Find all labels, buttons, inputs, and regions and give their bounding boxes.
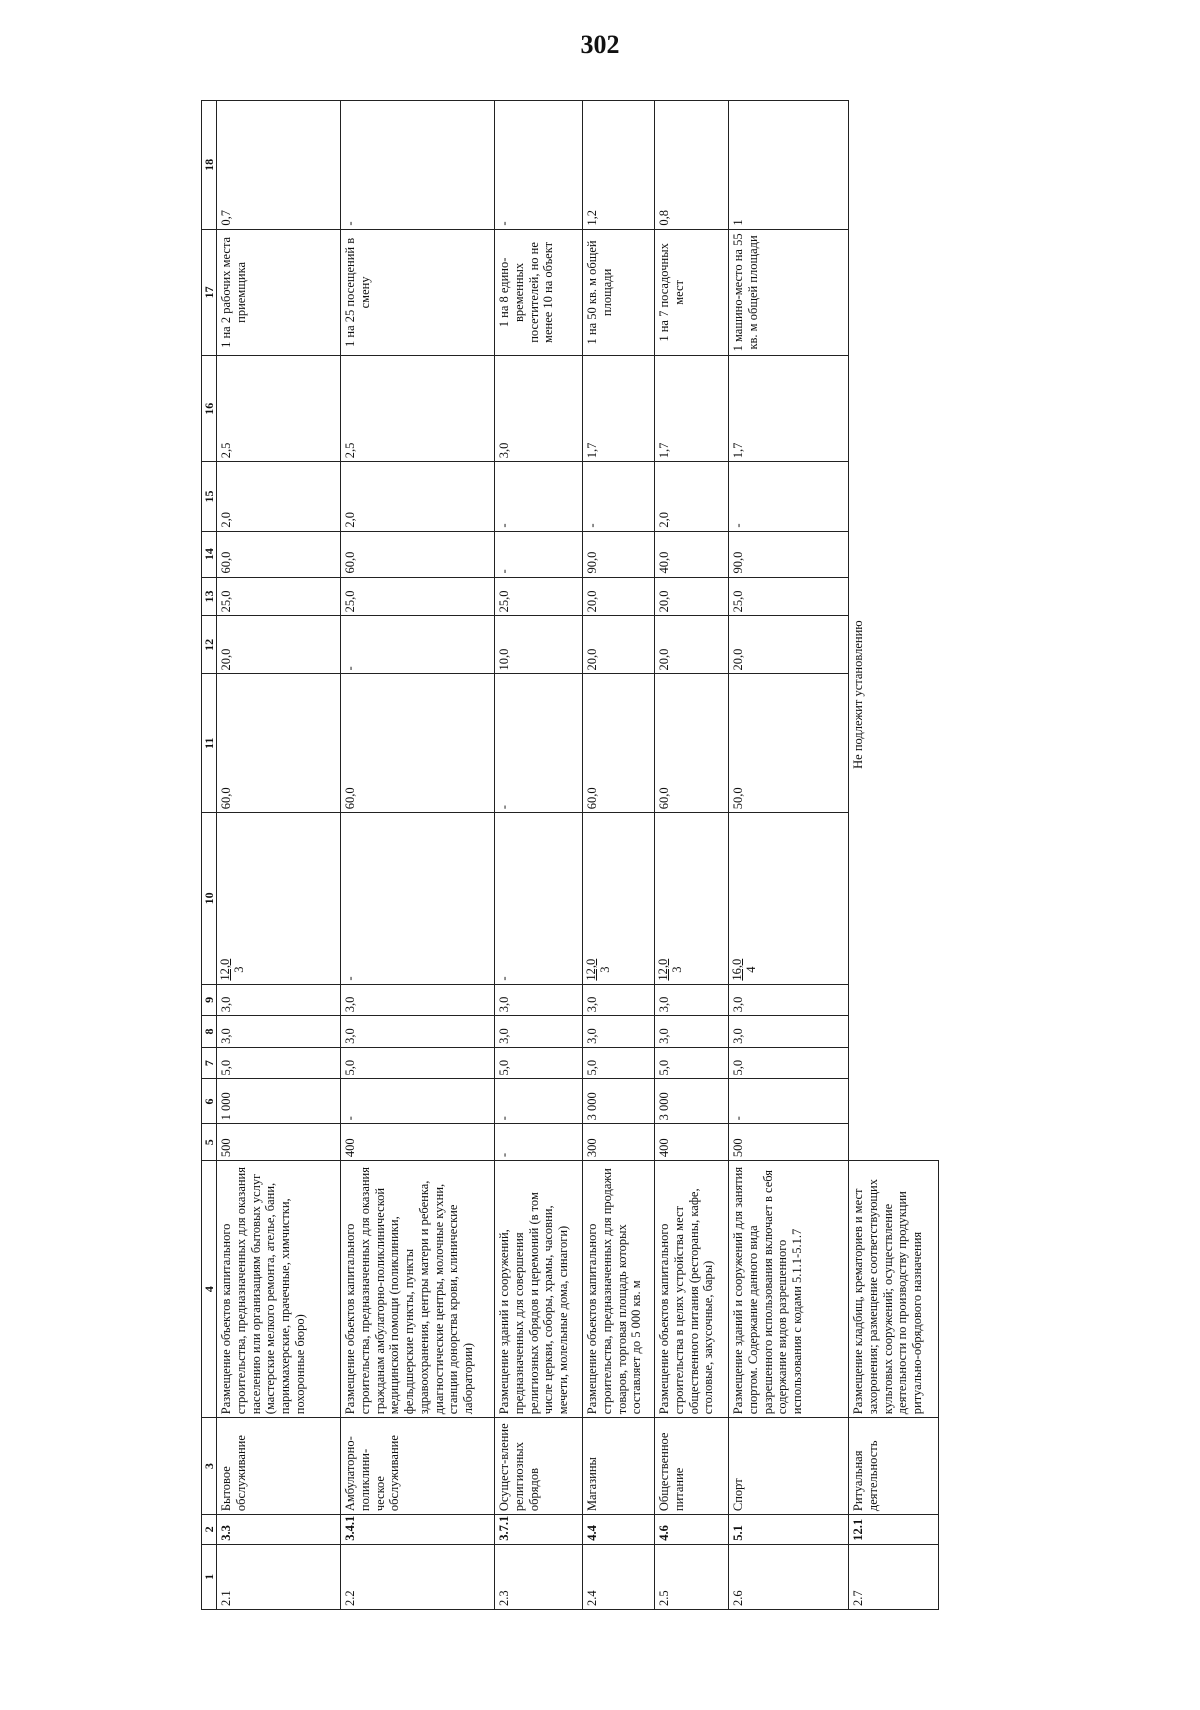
cell-col9: 3,0 [341,984,495,1016]
header-cell: 3 [202,1418,217,1515]
cell-col9: 3,0 [217,984,341,1016]
row-number: 2.1 [217,1544,341,1609]
row-use-name: Осущест-вление религиозных обрядов [495,1418,583,1515]
cell-col8: 3,0 [217,1016,341,1048]
cell-col17: 1 на 2 рабочих места приемщика [217,229,341,356]
row-number: 2.5 [655,1544,729,1609]
cell-col8: 3,0 [583,1016,655,1048]
row-code: 3.3 [217,1515,341,1545]
merged-cell: Не подлежит установлению [849,229,939,1160]
cell-col18: 0,8 [655,101,729,230]
cell-col18: - [495,101,583,230]
fraction-denominator: 3 [597,966,612,973]
header-cell: 17 [202,229,217,356]
header-cell: 8 [202,1016,217,1048]
cell-col11: 60,0 [655,674,729,813]
cell-col14: 40,0 [655,531,729,577]
cell-col12: 10,0 [495,616,583,674]
cell-col12: 20,0 [217,616,341,674]
row-number: 2.2 [341,1544,495,1609]
cell-col5: 400 [341,1124,495,1161]
cell-col6: - [495,1079,583,1124]
cell-col5: 400 [655,1124,729,1161]
cell-col10 [217,813,341,984]
cell-col13: 20,0 [583,577,655,616]
cell-col10 [583,813,655,984]
row-use-name: Бытовое обслуживание [217,1418,341,1515]
fraction-denominator: 3 [231,966,246,973]
cell-col11: 50,0 [729,674,849,813]
row-number: 2.3 [495,1544,583,1609]
row-description: Размещение объектов капитального строительства, предназначенных для продажи товаров, торговая площадь которых составляет до 5 000 кв. м [583,1161,655,1418]
cell-col17: 1 на 8 едино-временных посетителей, но не менее 10 на объект [495,229,583,356]
fraction-numerator: 16,0 [730,958,745,981]
cell-col12: - [341,616,495,674]
header-cell: 10 [202,813,217,984]
cell-col7: 5,0 [217,1047,341,1079]
header-cell: 18 [202,101,217,230]
cell-col14: 90,0 [583,531,655,577]
cell-col5: - [495,1124,583,1161]
cell-col10 [655,813,729,984]
fraction-numerator: 12,0 [656,958,671,981]
row-code: 3.7.1 [495,1515,583,1545]
row-code: 4.4 [583,1515,655,1545]
row-code: 3.4.1 [341,1515,495,1545]
cell-col5: 300 [583,1124,655,1161]
cell-col6: 3 000 [583,1079,655,1124]
fraction [219,959,247,981]
cell-col15: 2,0 [217,462,341,531]
row-number: 2.4 [583,1544,655,1609]
header-row [202,101,217,1610]
row-description: Размещение кладбищ, крематориев и мест захоронения; размещение соответствующих культовых сооружений; осуществление деятельности по производству продукции ритуально-обрядового назначения [849,1161,939,1418]
fraction-numerator: 12,0 [584,958,599,981]
row-description: Размещение объектов капитального строительства в целях устройства мест общественного питания (рестораны, кафе, столовые, закусочные, бары) [655,1161,729,1418]
cell-col15: - [729,462,849,531]
cell-col9: 3,0 [729,984,849,1016]
cell-col10: - [495,813,583,984]
cell-col15: 2,0 [341,462,495,531]
cell-col16: 1,7 [583,356,655,462]
header-cell: 15 [202,462,217,531]
cell-col8: 3,0 [495,1016,583,1048]
header-cell: 14 [202,531,217,577]
row-use-name: Магазины [583,1418,655,1515]
table-row [583,101,655,1610]
cell-col7: 5,0 [729,1047,849,1079]
cell-col8: 3,0 [655,1016,729,1048]
cell-col7: 5,0 [495,1047,583,1079]
cell-col8: 3,0 [341,1016,495,1048]
cell-col7: 5,0 [655,1047,729,1079]
cell-col10: - [341,813,495,984]
empty-cell [849,101,939,230]
header-cell: 16 [202,356,217,462]
cell-col6: 1 000 [217,1079,341,1124]
cell-col12: 20,0 [729,616,849,674]
cell-col16: 3,0 [495,356,583,462]
cell-col5: 500 [217,1124,341,1161]
header-cell: 9 [202,984,217,1016]
fraction-denominator: 4 [743,966,758,973]
cell-col7: 5,0 [341,1047,495,1079]
cell-col17: 1 на 50 кв. м общей площади [583,229,655,356]
fraction-numerator: 12,0 [218,958,233,981]
cell-col18: 1 [729,101,849,230]
fraction-denominator: 3 [669,966,684,973]
header-cell: 12 [202,616,217,674]
table-row [849,101,939,1610]
row-number: 2.7 [849,1544,939,1609]
row-description: Размещение объектов капитального строительства, предназначенных для оказания населению или организациям бытовых услуг (мастерские мелкого ремонта, ателье, бани, парикмахерские, прачечные, химчистки, похоронные бюро) [217,1161,341,1418]
cell-col8: 3,0 [729,1016,849,1048]
cell-col13: 25,0 [495,577,583,616]
cell-col16: 1,7 [729,356,849,462]
cell-col16: 1,7 [655,356,729,462]
row-number: 2.6 [729,1544,849,1609]
header-cell: 5 [202,1124,217,1161]
cell-col18: - [341,101,495,230]
header-cell: 4 [202,1161,217,1418]
table-container [201,100,925,1610]
cell-col15: - [583,462,655,531]
cell-col11: 60,0 [217,674,341,813]
cell-col17: 1 на 7 посадочных мест [655,229,729,356]
cell-col16: 2,5 [217,356,341,462]
regulations-table [201,100,939,1610]
cell-col11: 60,0 [341,674,495,813]
row-use-name: Спорт [729,1418,849,1515]
table-row [341,101,495,1610]
table-row [495,101,583,1610]
cell-col17: 1 машино-место на 55 кв. м общей площади [729,229,849,356]
row-code: 4.6 [655,1515,729,1545]
cell-col13: 20,0 [655,577,729,616]
cell-col14: 60,0 [341,531,495,577]
header-cell: 7 [202,1047,217,1079]
fraction [657,959,685,981]
cell-col14: 60,0 [217,531,341,577]
cell-col9: 3,0 [583,984,655,1016]
fraction [585,959,613,981]
table-row [729,101,849,1610]
row-code: 12.1 [849,1515,939,1545]
cell-col6: 3 000 [655,1079,729,1124]
cell-col6: - [729,1079,849,1124]
row-use-name: Ритуальная деятельность [849,1418,939,1515]
cell-col12: 20,0 [655,616,729,674]
cell-col14: - [495,531,583,577]
cell-col15: - [495,462,583,531]
row-code: 5.1 [729,1515,849,1545]
cell-col9: 3,0 [655,984,729,1016]
table-row [217,101,341,1610]
cell-col16: 2,5 [341,356,495,462]
row-description: Размещение зданий и сооружений для занятия спортом. Содержание данного вида разрешенного использования включает в себя содержание видов разрешенного использования с кодами 5.1.1-5.1.7 [729,1161,849,1418]
cell-col13: 25,0 [217,577,341,616]
header-cell: 11 [202,674,217,813]
fraction [731,959,759,981]
header-cell: 2 [202,1515,217,1545]
cell-col11: 60,0 [583,674,655,813]
cell-col11: - [495,674,583,813]
row-use-name: Амбулаторно-поликлини-ческое обслуживание [341,1418,495,1515]
cell-col18: 1,2 [583,101,655,230]
header-cell: 13 [202,577,217,616]
cell-col13: 25,0 [729,577,849,616]
cell-col14: 90,0 [729,531,849,577]
cell-col15: 2,0 [655,462,729,531]
cell-col13: 25,0 [341,577,495,616]
page-number: 302 [580,30,620,59]
row-description: Размещение зданий и сооружений, предназначенных для совершения религиозных обрядов и церемоний (в том числе церкви, соборы, храмы, часовни, мечети, молельные дома, синагоги) [495,1161,583,1418]
cell-col10 [729,813,849,984]
cell-col12: 20,0 [583,616,655,674]
cell-col9: 3,0 [495,984,583,1016]
cell-col17: 1 на 25 посещений в смену [341,229,495,356]
table-row [655,101,729,1610]
cell-col7: 5,0 [583,1047,655,1079]
cell-col18: 0,7 [217,101,341,230]
cell-col6: - [341,1079,495,1124]
header-cell: 6 [202,1079,217,1124]
cell-col5: 500 [729,1124,849,1161]
row-use-name: Общественное питание [655,1418,729,1515]
header-cell: 1 [202,1544,217,1609]
row-description: Размещение объектов капитального строительства, предназначенных для оказания гражданам амбулаторно-поликлинической медицинской помощи (поликлиники, фельдшерские пункты, пункты здравоохранения, центры матери и ребенка, диагностические центры, молочные кухни, станции донорства крови, клинические лаборатории) [341,1161,495,1418]
